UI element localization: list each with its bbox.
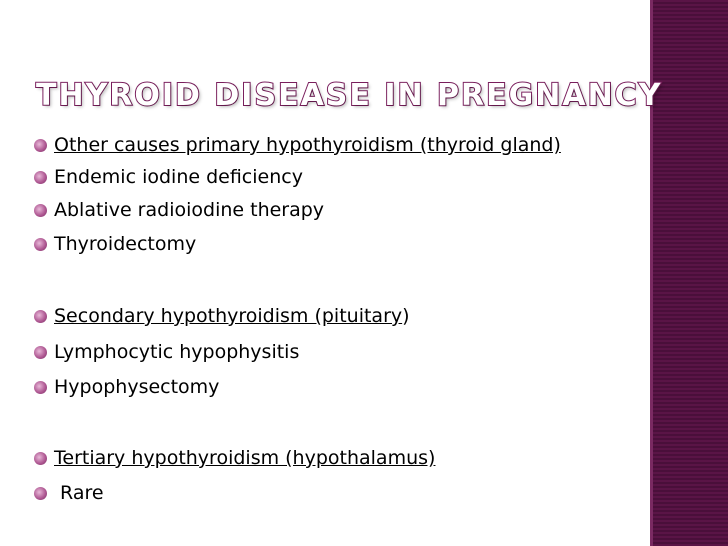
bullet-item: [34, 133, 561, 157]
bullet-icon: [34, 204, 47, 217]
bullet-item: [34, 446, 435, 470]
bullet-text: Rare: [54, 482, 104, 504]
bullet-item: [34, 481, 104, 505]
bullet-icon: [34, 238, 47, 251]
bullet-icon: [34, 139, 47, 152]
bullet-icon: [34, 171, 47, 184]
bullet-item: [34, 198, 324, 222]
bullet-link-text: Tertiary hypothyroidism (hypothalamus): [54, 447, 436, 469]
bullet-item: [34, 165, 303, 189]
bullet-icon: [34, 381, 47, 394]
bullet-text: Endemic iodine deficiency: [54, 166, 303, 188]
bullet-item: [34, 304, 410, 328]
bullet-item: [34, 375, 219, 399]
bullet-link-text: Secondary hypothyroidism (pituitary: [54, 305, 403, 327]
bullet-text: Lymphocytic hypophysitis: [54, 341, 300, 363]
bullet-text: Thyroidectomy: [54, 233, 197, 255]
bullet-icon: [34, 487, 47, 500]
bullet-item: [34, 232, 196, 256]
bullet-icon: [34, 452, 47, 465]
bullet-link-text: Other causes primary hypothyroidism (thyroid gland): [54, 134, 561, 156]
bullet-text: ): [402, 305, 410, 327]
slide-title: THYROID DISEASE IN PREGNANCY: [36, 78, 663, 113]
bullet-text: Hypophysectomy: [54, 376, 220, 398]
bullet-text: Ablative radioiodine therapy: [54, 199, 325, 221]
bullet-icon: [34, 310, 47, 323]
bullet-item: [34, 340, 299, 364]
bullet-icon: [34, 346, 47, 359]
